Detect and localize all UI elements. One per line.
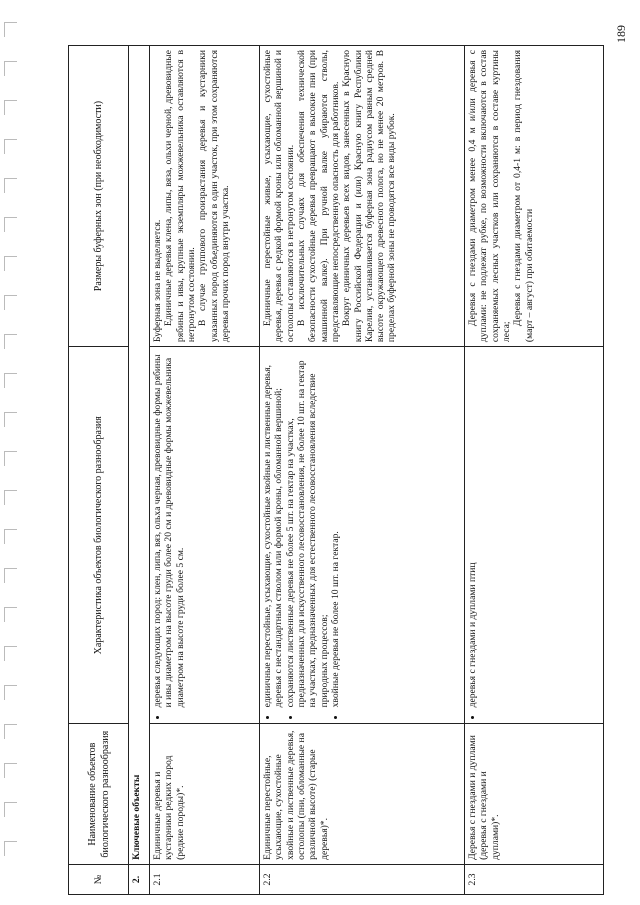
binding-hole xyxy=(4,139,17,154)
row-name: Единичные деревья и кустарники редких пород (редкие породы)*. xyxy=(150,724,260,864)
binding-hole xyxy=(4,607,17,622)
row-buffer xyxy=(260,46,465,347)
binding-hole xyxy=(4,529,17,544)
row-num: 2.3 xyxy=(465,864,604,894)
list-item: • единичные перестойные, усыхающие, сухостойные хвойные и лиственные деревья, деревья с нестандартным стволом или формой кроны, обломанной вершиной; xyxy=(262,351,285,707)
list-item: • хвойные деревья не более 10 шт. на гектар. xyxy=(330,351,341,707)
binding-hole xyxy=(4,451,17,466)
header-name: Наименование объектов биологического разнообразия xyxy=(69,724,129,864)
row-name: Единичные перестойные, усыхающие, сухостойные хвойные и лиственные деревья, остолопы (пни, обломанные на различной высоте) (старые деревья)*. xyxy=(260,724,465,864)
buffer-paragraph: В исключительных случаях для обеспечения технической безопасности сухостойные деревья превращают в высокие пни (при машинной валке). При ручной валке убираются стволы, представляющие непосредственную опасность для работников. xyxy=(295,50,341,343)
binding-hole xyxy=(4,412,17,427)
buffer-paragraph: Единичные деревья клена, липы, вяза, ольхи черной, древовидные рябины и ивы, крупные экземпляры можжевельника оставляются в нетронутом состоянии. xyxy=(163,50,197,343)
binding-hole xyxy=(4,490,17,505)
row-characteristic xyxy=(260,347,465,724)
table-row xyxy=(260,46,465,895)
rotated-page xyxy=(68,25,628,895)
binding-hole xyxy=(4,802,17,817)
row-characteristic xyxy=(150,347,260,724)
row-buffer xyxy=(465,46,604,347)
buffer-paragraph: Единичные перестойные живые, усыхающие, сухостойные деревья, деревья с редкой формой кроны или обломанной вершиной и остолопы оставляются в нетронутом состоянии. xyxy=(262,50,296,343)
header-num: № xyxy=(69,864,129,894)
buffer-paragraph: Буферная зона не выделяется. xyxy=(152,219,163,343)
binding-hole xyxy=(4,178,17,193)
header-characteristic: Характеристика объектов биологического разнообразия xyxy=(69,347,129,724)
binding-hole xyxy=(4,685,17,700)
row-num: 2.1 xyxy=(150,864,260,894)
buffer-paragraph: В случае группового произрастания деревья и кустарники указанных пород объединяются в один участок, при этом сохраняются деревья прочих пород внутри участка. xyxy=(197,50,231,343)
table-header-row xyxy=(69,46,129,895)
page-number: 189 xyxy=(614,25,628,43)
section-row xyxy=(129,46,150,895)
binding-hole xyxy=(4,100,17,115)
row-name: Деревья с гнездами и дуплами (деревья с гнездами и дуплами)*. xyxy=(465,724,604,864)
buffer-paragraph: Деревья с гнездами диаметром от 0,4-1 м: в период гнездования (март – август) при обитаемости xyxy=(512,50,535,343)
binding-hole xyxy=(4,61,17,76)
binding-hole xyxy=(4,724,17,739)
list-item: • деревья с гнездами и дуплами птиц xyxy=(467,351,478,707)
row-buffer xyxy=(150,46,260,347)
list-item: • деревья следующих пород: клен, липа, вяз, ольха черная, древовидные формы рябины и ивы диаметром на высоте груди более 20 см и древовидные формы можжевельника диаметром на высоте груди более 5 см. xyxy=(152,351,186,707)
binding-hole xyxy=(4,373,17,388)
list-item: • сохраняются лиственные деревья не более 5 шт. на гектар на участках, предназначенных для искусственного лесовосстановления, не более 10 шт. на гектар на участках, предназначенных для естественного лесовосстановления вследствие природных процессов; xyxy=(285,351,330,707)
row-num: 2.2 xyxy=(260,864,465,894)
header-buffer: Размеры буферных зон (при необходимости) xyxy=(69,46,129,347)
binding-hole xyxy=(4,217,17,232)
binding-hole xyxy=(4,256,17,271)
section-num: 2. xyxy=(129,864,150,894)
table-row xyxy=(465,46,604,895)
buffer-paragraph: Деревья с гнездами диаметром менее 0,4 м и/или деревья с дуплами: не подлежат рубке, по возможности включаются в состав сохраняемых лесных участков или сохраняются в составе куртины леса; xyxy=(467,50,512,343)
biodiversity-objects-table xyxy=(68,45,604,895)
binding-hole xyxy=(4,22,17,37)
binding-hole xyxy=(4,841,17,856)
binding-hole xyxy=(4,763,17,778)
table-row xyxy=(150,46,260,895)
binding-hole xyxy=(4,646,17,661)
section-title: Ключевые объекты xyxy=(129,46,150,865)
row-characteristic xyxy=(465,347,604,724)
binding-hole xyxy=(4,334,17,349)
binding-hole xyxy=(4,295,17,310)
buffer-paragraph: Вокруг единичных деревьев всех видов, занесенных в Красную книгу Российской Федерации и (или) Красную книгу Республики Карелия, устанавливается буферная зона радиусом равным средней высоте окружающего древесного полога, но не менее 20 метров. В пределах буферной зоны не проводятся все виды рубок. xyxy=(341,50,398,343)
binding-margin xyxy=(4,0,20,905)
binding-hole xyxy=(4,568,17,583)
